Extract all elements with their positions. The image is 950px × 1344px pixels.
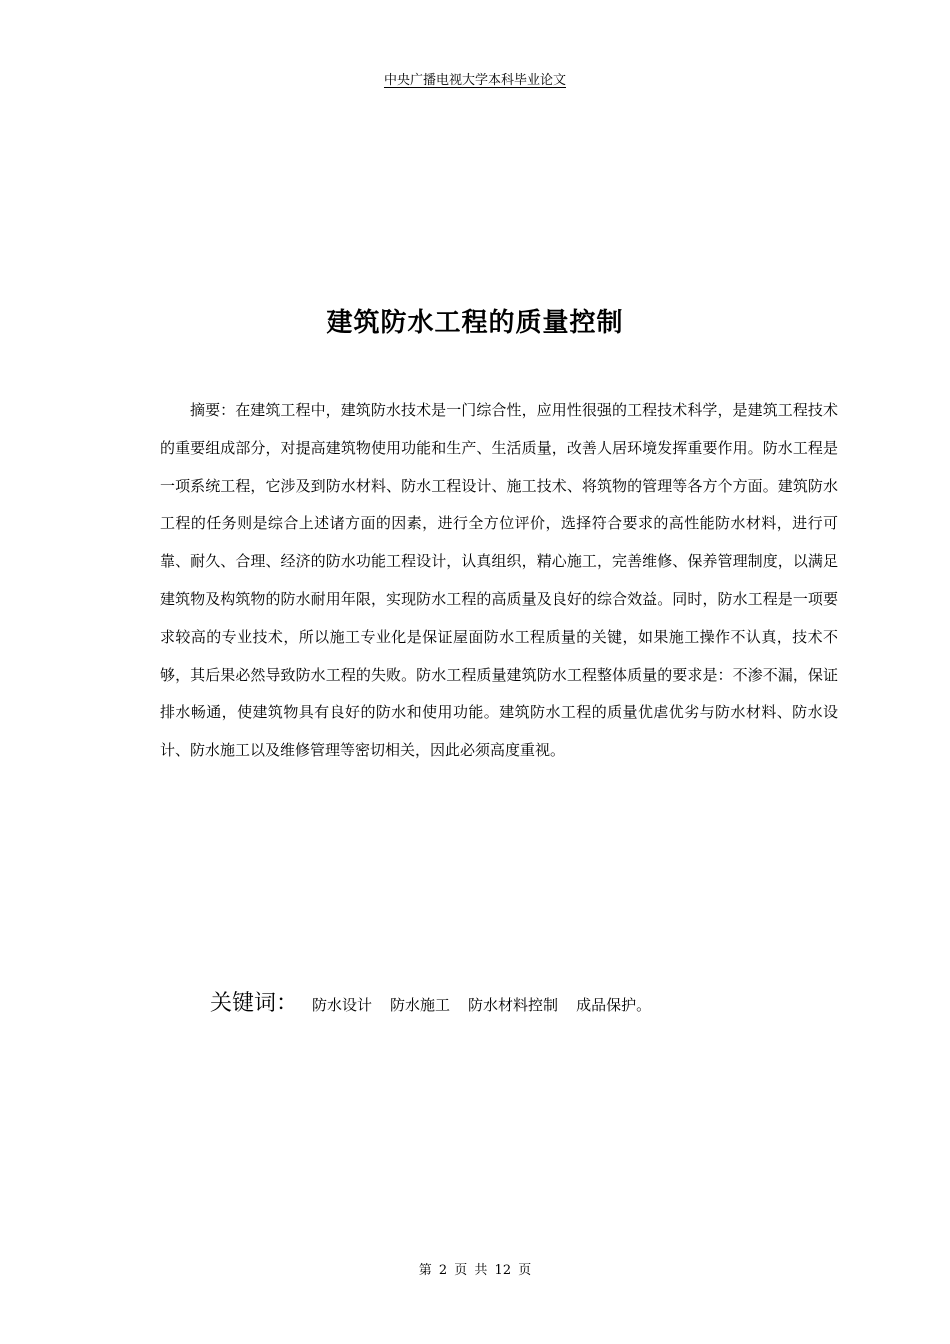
page-header (0, 72, 950, 90)
thesis-title: 建筑防水工程的质量控制 (326, 308, 624, 338)
page-number-footer: 第 2 页 共 12 页 (418, 1263, 532, 1278)
keywords-label: 关键词： (210, 991, 299, 1016)
keyword-item: 防水材料控制 (468, 996, 559, 1014)
keyword-item: 成品保护。 (576, 996, 652, 1014)
abstract-paragraph: 摘要：在建筑工程中，建筑防水技术是一门综合性，应用性很强的工程技术科学，是建筑工程技术的重要组成部分，对提高建筑物使用功能和生产、生活质量，改善人居环境发挥重要作用。防水工程是一项系统工程，它涉及到防水材料、防水工程设计、施工技术、将筑物的管理等各方个方面。建筑防水工程的任务则是综合上述诸方面的因素，进行全方位评价，选择符合要求的高性能防水材料，进行可靠、耐久、合理、经济的防水功能工程设计，认真组织，精心施工，完善维修、保养管理制度，以满足建筑物及构筑物的防水耐用年限，实现防水工程的高质量及良好的综合效益。同时，防水工程是一项要求较高的专业技术，所以施工专业化是保证屋面防水工程质量的关键，如果施工操作不认真，技术不够，其后果必然导致防水工程的失败。防水工程质量建筑防水工程整体质量的要求是：不渗不漏，保证排水畅通，使建筑物具有良好的防水和使用功能。建筑防水工程的质量优虐优劣与防水材料、防水设计、防水施工以及维修管理等密切相关，因此必须高度重视。 (160, 401, 838, 760)
keyword-item: 防水施工 (390, 996, 451, 1014)
keyword-item: 防水设计 (312, 996, 373, 1014)
keywords-line (210, 986, 850, 1023)
header-text: 中央广播电视大学本科毕业论文 (383, 73, 566, 88)
